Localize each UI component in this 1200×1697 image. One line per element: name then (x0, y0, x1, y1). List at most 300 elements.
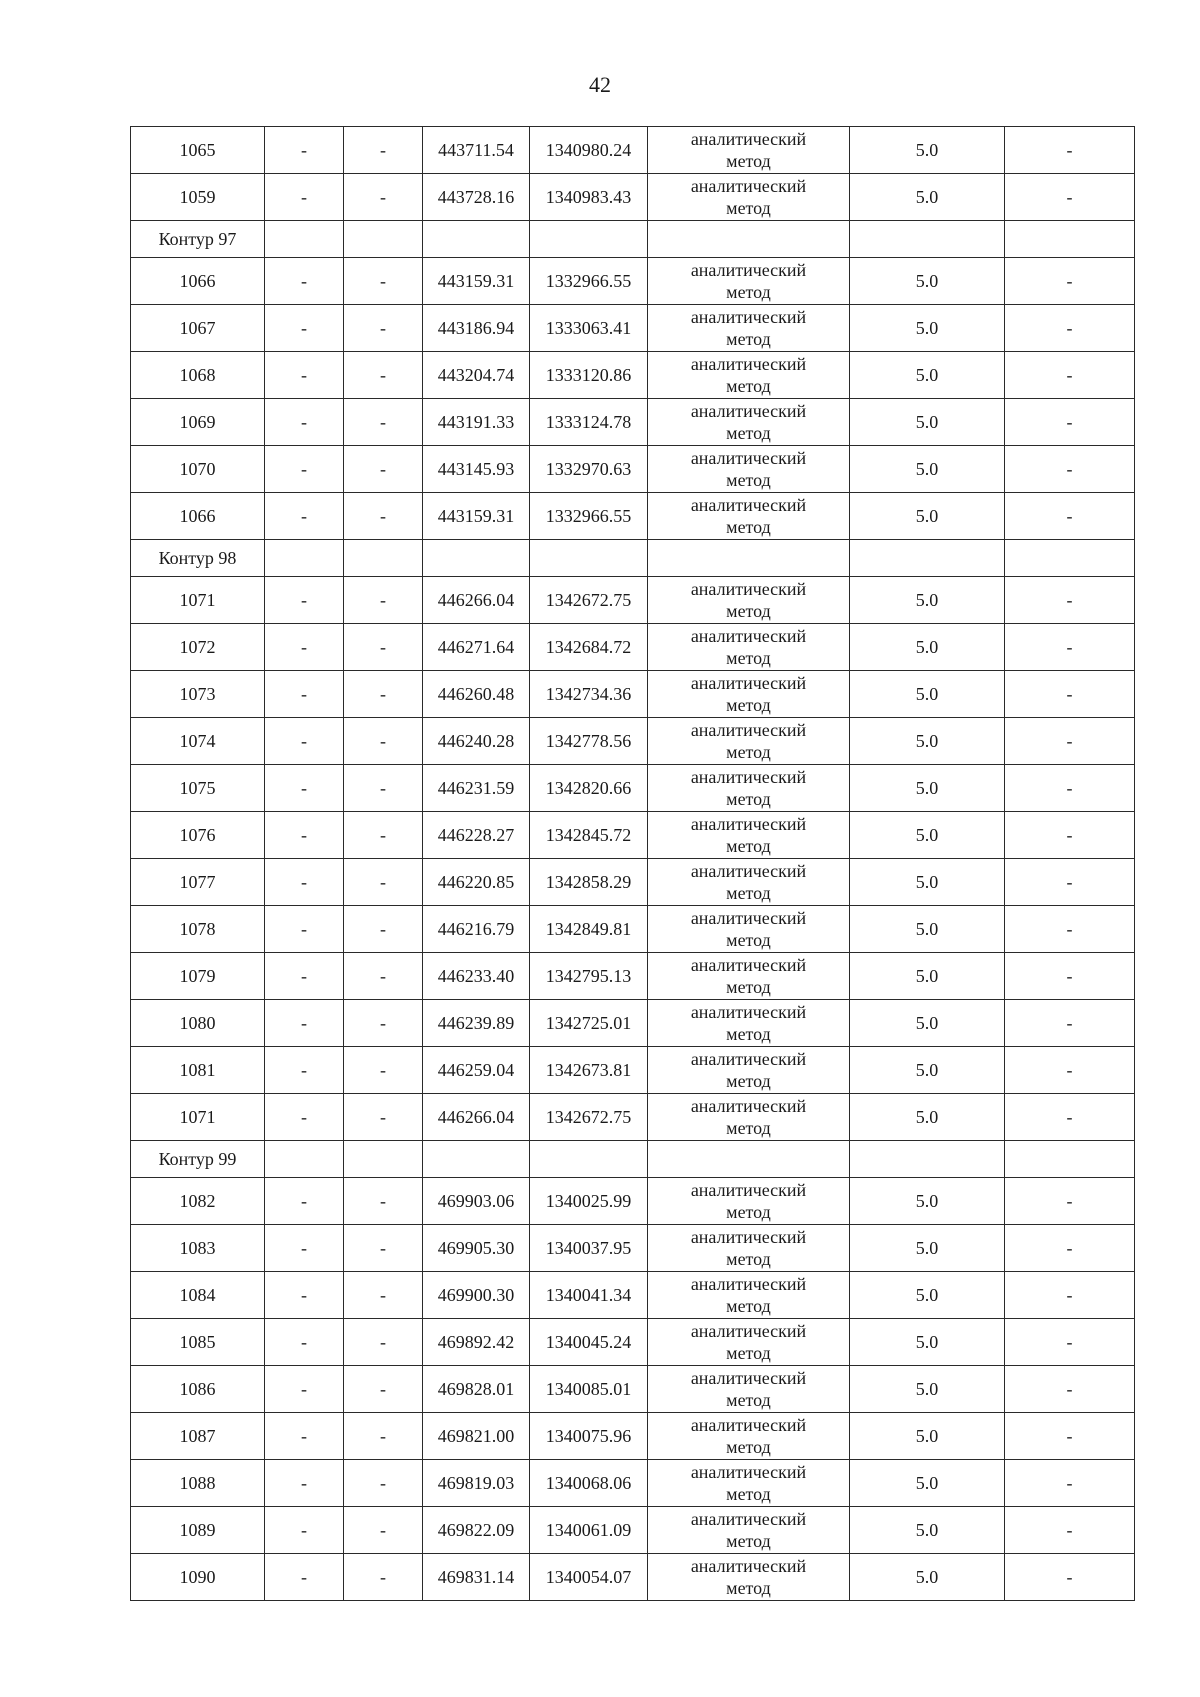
accuracy-cell: 5.0 (850, 1178, 1005, 1225)
note-cell: - (1005, 953, 1135, 1000)
x-coordinate-cell: 469821.00 (423, 1413, 530, 1460)
table-row (131, 1507, 1135, 1554)
coordinates-table (130, 126, 1135, 1601)
point-id-cell: 1090 (131, 1554, 265, 1601)
x-coordinate-cell: 469903.06 (423, 1178, 530, 1225)
accuracy-cell: 5.0 (850, 1319, 1005, 1366)
method-cell (648, 1225, 850, 1272)
col-a-cell: - (265, 1460, 344, 1507)
accuracy-cell: 5.0 (850, 305, 1005, 352)
accuracy-cell: 5.0 (850, 624, 1005, 671)
col-b-cell: - (344, 577, 423, 624)
method-cell (648, 305, 850, 352)
method-line: метод (726, 695, 771, 715)
point-id-cell: 1086 (131, 1366, 265, 1413)
point-id-cell: 1074 (131, 718, 265, 765)
col-b-cell: - (344, 1047, 423, 1094)
table-row (131, 765, 1135, 812)
note-cell: - (1005, 127, 1135, 174)
col-b-cell: - (344, 1272, 423, 1319)
col-a-cell: - (265, 174, 344, 221)
point-id-cell: 1067 (131, 305, 265, 352)
empty-cell (344, 221, 423, 258)
y-coordinate-cell: 1342725.01 (530, 1000, 648, 1047)
point-id-cell: 1066 (131, 258, 265, 305)
accuracy-cell: 5.0 (850, 493, 1005, 540)
method-cell (648, 906, 850, 953)
method-cell (648, 671, 850, 718)
table-row (131, 1554, 1135, 1601)
y-coordinate-cell: 1340075.96 (530, 1413, 648, 1460)
method-cell (648, 1319, 850, 1366)
table-row (131, 671, 1135, 718)
method-line: метод (726, 1296, 771, 1316)
empty-cell (648, 221, 850, 258)
accuracy-cell: 5.0 (850, 258, 1005, 305)
method-line: метод (726, 376, 771, 396)
method-line: метод (726, 1437, 771, 1457)
method-line: метод (726, 198, 771, 218)
method-line: метод (726, 1202, 771, 1222)
method-cell (648, 1366, 850, 1413)
col-a-cell: - (265, 1366, 344, 1413)
y-coordinate-cell: 1340025.99 (530, 1178, 648, 1225)
col-b-cell: - (344, 1554, 423, 1601)
point-id-cell: 1083 (131, 1225, 265, 1272)
method-line: метод (726, 1071, 771, 1091)
note-cell: - (1005, 399, 1135, 446)
empty-cell (1005, 221, 1135, 258)
x-coordinate-cell: 443145.93 (423, 446, 530, 493)
point-id-cell: 1069 (131, 399, 265, 446)
y-coordinate-cell: 1340085.01 (530, 1366, 648, 1413)
col-a-cell: - (265, 1413, 344, 1460)
accuracy-cell: 5.0 (850, 1413, 1005, 1460)
x-coordinate-cell: 443204.74 (423, 352, 530, 399)
x-coordinate-cell: 446240.28 (423, 718, 530, 765)
y-coordinate-cell: 1332966.55 (530, 493, 648, 540)
method-line: аналитический (690, 1002, 807, 1022)
note-cell: - (1005, 1094, 1135, 1141)
table-row (131, 1225, 1135, 1272)
table-row (131, 812, 1135, 859)
method-line: аналитический (690, 448, 807, 468)
method-cell (648, 765, 850, 812)
y-coordinate-cell: 1333124.78 (530, 399, 648, 446)
col-a-cell: - (265, 906, 344, 953)
x-coordinate-cell: 443159.31 (423, 258, 530, 305)
point-id-cell: 1077 (131, 859, 265, 906)
table-row (131, 1319, 1135, 1366)
method-line: аналитический (690, 260, 807, 280)
point-id-cell: 1084 (131, 1272, 265, 1319)
method-cell (648, 174, 850, 221)
method-line: аналитический (690, 814, 807, 834)
empty-cell (265, 1141, 344, 1178)
method-cell (648, 1507, 850, 1554)
method-line: метод (726, 1390, 771, 1410)
note-cell: - (1005, 1178, 1135, 1225)
col-a-cell: - (265, 1272, 344, 1319)
col-a-cell: - (265, 1225, 344, 1272)
col-a-cell: - (265, 812, 344, 859)
accuracy-cell: 5.0 (850, 718, 1005, 765)
x-coordinate-cell: 446220.85 (423, 859, 530, 906)
table-row (131, 1000, 1135, 1047)
note-cell: - (1005, 718, 1135, 765)
point-id-cell: 1082 (131, 1178, 265, 1225)
contour-header-row (131, 540, 1135, 577)
col-a-cell: - (265, 352, 344, 399)
col-a-cell: - (265, 859, 344, 906)
table-row (131, 1272, 1135, 1319)
x-coordinate-cell: 443159.31 (423, 493, 530, 540)
col-b-cell: - (344, 305, 423, 352)
method-line: аналитический (690, 354, 807, 374)
y-coordinate-cell: 1342734.36 (530, 671, 648, 718)
y-coordinate-cell: 1340980.24 (530, 127, 648, 174)
x-coordinate-cell: 469900.30 (423, 1272, 530, 1319)
col-b-cell: - (344, 1507, 423, 1554)
x-coordinate-cell: 469892.42 (423, 1319, 530, 1366)
x-coordinate-cell: 446260.48 (423, 671, 530, 718)
method-cell (648, 577, 850, 624)
col-a-cell: - (265, 1047, 344, 1094)
method-line: аналитический (690, 1227, 807, 1247)
table-row (131, 446, 1135, 493)
accuracy-cell: 5.0 (850, 812, 1005, 859)
method-cell (648, 859, 850, 906)
method-line: аналитический (690, 1049, 807, 1069)
col-b-cell: - (344, 859, 423, 906)
note-cell: - (1005, 1460, 1135, 1507)
x-coordinate-cell: 446266.04 (423, 1094, 530, 1141)
note-cell: - (1005, 765, 1135, 812)
method-line: аналитический (690, 1368, 807, 1388)
x-coordinate-cell: 446259.04 (423, 1047, 530, 1094)
note-cell: - (1005, 352, 1135, 399)
method-line: метод (726, 883, 771, 903)
table-row (131, 1178, 1135, 1225)
x-coordinate-cell: 469822.09 (423, 1507, 530, 1554)
method-line: метод (726, 1118, 771, 1138)
x-coordinate-cell: 469819.03 (423, 1460, 530, 1507)
method-line: аналитический (690, 720, 807, 740)
accuracy-cell: 5.0 (850, 399, 1005, 446)
col-b-cell: - (344, 258, 423, 305)
method-line: метод (726, 1249, 771, 1269)
method-line: аналитический (690, 1180, 807, 1200)
table-row (131, 577, 1135, 624)
note-cell: - (1005, 577, 1135, 624)
method-cell (648, 1094, 850, 1141)
point-id-cell: 1072 (131, 624, 265, 671)
y-coordinate-cell: 1340054.07 (530, 1554, 648, 1601)
col-a-cell: - (265, 127, 344, 174)
point-id-cell: 1059 (131, 174, 265, 221)
method-line: метод (726, 789, 771, 809)
method-line: метод (726, 977, 771, 997)
point-id-cell: 1073 (131, 671, 265, 718)
col-a-cell: - (265, 1178, 344, 1225)
table-row (131, 1094, 1135, 1141)
x-coordinate-cell: 446233.40 (423, 953, 530, 1000)
table-row (131, 352, 1135, 399)
method-cell (648, 1272, 850, 1319)
page-number: 42 (589, 72, 611, 97)
method-line: метод (726, 1343, 771, 1363)
accuracy-cell: 5.0 (850, 953, 1005, 1000)
method-line: метод (726, 1578, 771, 1598)
method-line: метод (726, 1484, 771, 1504)
method-cell (648, 1554, 850, 1601)
point-id-cell: 1076 (131, 812, 265, 859)
method-cell (648, 1178, 850, 1225)
method-cell (648, 953, 850, 1000)
note-cell: - (1005, 671, 1135, 718)
col-a-cell: - (265, 577, 344, 624)
contour-label: Контур 99 (131, 1141, 265, 1178)
empty-cell (850, 1141, 1005, 1178)
col-a-cell: - (265, 1319, 344, 1366)
method-cell (648, 718, 850, 765)
y-coordinate-cell: 1340061.09 (530, 1507, 648, 1554)
method-line: аналитический (690, 579, 807, 599)
method-line: аналитический (690, 176, 807, 196)
table-row (131, 859, 1135, 906)
contour-label: Контур 98 (131, 540, 265, 577)
method-cell (648, 1413, 850, 1460)
col-b-cell: - (344, 399, 423, 446)
point-id-cell: 1078 (131, 906, 265, 953)
col-b-cell: - (344, 1413, 423, 1460)
x-coordinate-cell: 446271.64 (423, 624, 530, 671)
x-coordinate-cell: 446216.79 (423, 906, 530, 953)
method-line: аналитический (690, 1462, 807, 1482)
accuracy-cell: 5.0 (850, 1366, 1005, 1413)
col-b-cell: - (344, 953, 423, 1000)
col-b-cell: - (344, 812, 423, 859)
x-coordinate-cell: 443711.54 (423, 127, 530, 174)
x-coordinate-cell: 446228.27 (423, 812, 530, 859)
col-a-cell: - (265, 493, 344, 540)
note-cell: - (1005, 859, 1135, 906)
col-b-cell: - (344, 1225, 423, 1272)
method-line: аналитический (690, 1556, 807, 1576)
col-b-cell: - (344, 624, 423, 671)
accuracy-cell: 5.0 (850, 671, 1005, 718)
empty-cell (265, 540, 344, 577)
method-line: метод (726, 1531, 771, 1551)
accuracy-cell: 5.0 (850, 174, 1005, 221)
y-coordinate-cell: 1332966.55 (530, 258, 648, 305)
point-id-cell: 1085 (131, 1319, 265, 1366)
note-cell: - (1005, 1413, 1135, 1460)
y-coordinate-cell: 1342672.75 (530, 577, 648, 624)
contour-header-row (131, 221, 1135, 258)
y-coordinate-cell: 1340068.06 (530, 1460, 648, 1507)
col-b-cell: - (344, 718, 423, 765)
empty-cell (648, 1141, 850, 1178)
note-cell: - (1005, 1319, 1135, 1366)
y-coordinate-cell: 1342672.75 (530, 1094, 648, 1141)
table-row (131, 1460, 1135, 1507)
x-coordinate-cell: 443191.33 (423, 399, 530, 446)
accuracy-cell: 5.0 (850, 859, 1005, 906)
table-body (131, 127, 1135, 1601)
method-cell (648, 1000, 850, 1047)
col-b-cell: - (344, 1366, 423, 1413)
method-cell (648, 352, 850, 399)
contour-header-row (131, 1141, 1135, 1178)
method-cell (648, 399, 850, 446)
point-id-cell: 1066 (131, 493, 265, 540)
y-coordinate-cell: 1340045.24 (530, 1319, 648, 1366)
accuracy-cell: 5.0 (850, 1272, 1005, 1319)
method-line: метод (726, 151, 771, 171)
accuracy-cell: 5.0 (850, 1225, 1005, 1272)
y-coordinate-cell: 1342820.66 (530, 765, 648, 812)
empty-cell (850, 540, 1005, 577)
point-id-cell: 1088 (131, 1460, 265, 1507)
accuracy-cell: 5.0 (850, 446, 1005, 493)
table-row (131, 258, 1135, 305)
method-cell (648, 127, 850, 174)
method-cell (648, 624, 850, 671)
x-coordinate-cell: 469905.30 (423, 1225, 530, 1272)
col-b-cell: - (344, 1319, 423, 1366)
x-coordinate-cell: 469831.14 (423, 1554, 530, 1601)
accuracy-cell: 5.0 (850, 1460, 1005, 1507)
table-row (131, 127, 1135, 174)
method-line: аналитический (690, 307, 807, 327)
empty-cell (265, 221, 344, 258)
col-a-cell: - (265, 765, 344, 812)
col-b-cell: - (344, 765, 423, 812)
accuracy-cell: 5.0 (850, 127, 1005, 174)
y-coordinate-cell: 1333063.41 (530, 305, 648, 352)
point-id-cell: 1080 (131, 1000, 265, 1047)
accuracy-cell: 5.0 (850, 765, 1005, 812)
empty-cell (344, 1141, 423, 1178)
accuracy-cell: 5.0 (850, 352, 1005, 399)
empty-cell (530, 1141, 648, 1178)
table-row (131, 305, 1135, 352)
note-cell: - (1005, 1000, 1135, 1047)
y-coordinate-cell: 1333120.86 (530, 352, 648, 399)
y-coordinate-cell: 1340041.34 (530, 1272, 648, 1319)
point-id-cell: 1075 (131, 765, 265, 812)
note-cell: - (1005, 906, 1135, 953)
note-cell: - (1005, 1272, 1135, 1319)
y-coordinate-cell: 1340983.43 (530, 174, 648, 221)
col-b-cell: - (344, 174, 423, 221)
empty-cell (344, 540, 423, 577)
accuracy-cell: 5.0 (850, 1047, 1005, 1094)
point-id-cell: 1070 (131, 446, 265, 493)
col-a-cell: - (265, 258, 344, 305)
method-line: метод (726, 836, 771, 856)
method-line: аналитический (690, 908, 807, 928)
y-coordinate-cell: 1342845.72 (530, 812, 648, 859)
note-cell: - (1005, 1554, 1135, 1601)
note-cell: - (1005, 493, 1135, 540)
accuracy-cell: 5.0 (850, 1094, 1005, 1141)
empty-cell (423, 1141, 530, 1178)
x-coordinate-cell: 446231.59 (423, 765, 530, 812)
accuracy-cell: 5.0 (850, 1554, 1005, 1601)
col-b-cell: - (344, 1000, 423, 1047)
y-coordinate-cell: 1342858.29 (530, 859, 648, 906)
empty-cell (530, 221, 648, 258)
method-cell (648, 446, 850, 493)
table-row (131, 624, 1135, 671)
method-line: метод (726, 282, 771, 302)
note-cell: - (1005, 1225, 1135, 1272)
table-row (131, 399, 1135, 446)
empty-cell (850, 221, 1005, 258)
note-cell: - (1005, 305, 1135, 352)
y-coordinate-cell: 1340037.95 (530, 1225, 648, 1272)
col-a-cell: - (265, 446, 344, 493)
col-a-cell: - (265, 1507, 344, 1554)
method-line: аналитический (690, 1415, 807, 1435)
empty-cell (423, 540, 530, 577)
contour-label: Контур 97 (131, 221, 265, 258)
table-row (131, 1366, 1135, 1413)
col-b-cell: - (344, 493, 423, 540)
x-coordinate-cell: 443728.16 (423, 174, 530, 221)
accuracy-cell: 5.0 (850, 1507, 1005, 1554)
y-coordinate-cell: 1332970.63 (530, 446, 648, 493)
method-line: аналитический (690, 626, 807, 646)
point-id-cell: 1071 (131, 577, 265, 624)
method-line: метод (726, 1024, 771, 1044)
point-id-cell: 1087 (131, 1413, 265, 1460)
method-line: аналитический (690, 1096, 807, 1116)
method-cell (648, 1047, 850, 1094)
empty-cell (423, 221, 530, 258)
note-cell: - (1005, 1366, 1135, 1413)
col-b-cell: - (344, 446, 423, 493)
note-cell: - (1005, 446, 1135, 493)
empty-cell (1005, 1141, 1135, 1178)
method-line: метод (726, 742, 771, 762)
point-id-cell: 1081 (131, 1047, 265, 1094)
method-line: аналитический (690, 495, 807, 515)
col-b-cell: - (344, 1178, 423, 1225)
table-row (131, 953, 1135, 1000)
method-line: аналитический (690, 129, 807, 149)
point-id-cell: 1071 (131, 1094, 265, 1141)
method-line: метод (726, 423, 771, 443)
method-line: метод (726, 470, 771, 490)
col-a-cell: - (265, 399, 344, 446)
note-cell: - (1005, 174, 1135, 221)
method-cell (648, 1460, 850, 1507)
method-line: метод (726, 517, 771, 537)
col-b-cell: - (344, 1094, 423, 1141)
table-row (131, 493, 1135, 540)
point-id-cell: 1068 (131, 352, 265, 399)
y-coordinate-cell: 1342778.56 (530, 718, 648, 765)
x-coordinate-cell: 446266.04 (423, 577, 530, 624)
note-cell: - (1005, 624, 1135, 671)
method-line: аналитический (690, 767, 807, 787)
method-line: аналитический (690, 1274, 807, 1294)
col-b-cell: - (344, 906, 423, 953)
point-id-cell: 1065 (131, 127, 265, 174)
